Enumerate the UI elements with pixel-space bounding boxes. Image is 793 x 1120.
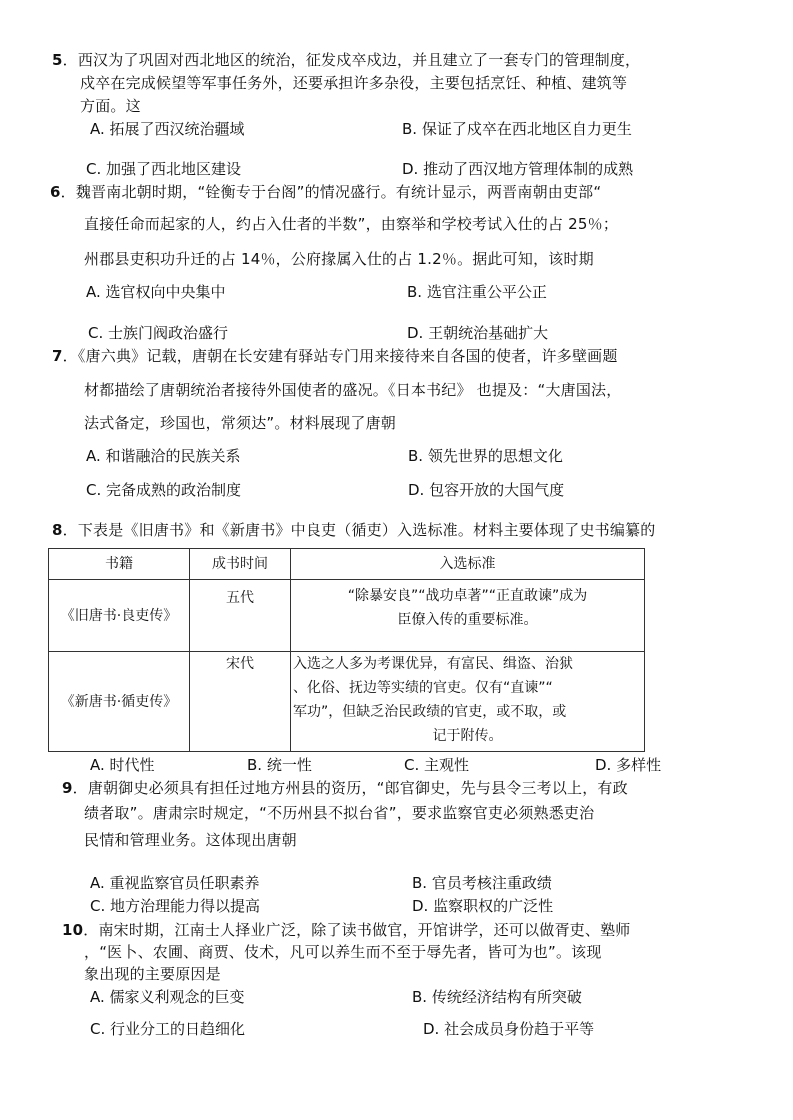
question-7-line-3: 法式备定，珍国也，常须达”。材料展现了唐朝 [84,414,396,432]
question-7-option-d[interactable]: D. 包容开放的大国气度 [408,481,565,499]
selection-criteria-table [48,548,645,752]
question-10-line-1: 10．南宋时期，江南士人择业广泛，除了读书做官，开馆讲学，还可以做胥吏、塾师 [62,921,631,939]
table-header-book: 书籍 [49,549,190,580]
table-header-criteria: 入选标准 [291,549,645,580]
question-8-option-c[interactable]: C. 主观性 [404,756,470,774]
table-cell-book: 《新唐书·循吏传》 [49,652,190,752]
question-6-option-c[interactable]: C. 士族门阀政治盛行 [88,324,229,342]
question-6-option-b[interactable]: B. 选官注重公平公正 [407,283,547,301]
question-9-option-b[interactable]: B. 官员考核注重政绩 [412,874,552,892]
table-cell-time: 宋代 [190,652,291,752]
question-9-line-1: 9．唐朝御史必须具有担任过地方州县的资历，“郎官御史，先与县令三考以上，有政 [62,779,628,797]
table-cell-criteria: “除暴安良”“战功卓著”“正直敢谏”成为 臣僚入传的重要标准。 [291,580,645,652]
question-7-option-c[interactable]: C. 完备成熟的政治制度 [86,481,242,499]
table-cell-time: 五代 [190,580,291,652]
table-row [49,580,645,652]
table-header-row [49,549,645,580]
question-8-option-b[interactable]: B. 统一性 [247,756,312,774]
question-10-option-d[interactable]: D. 社会成员身份趋于平等 [423,1020,595,1038]
question-8-number: 8 [52,521,63,539]
question-6-line-3: 州郡县吏积功升迁的占 14％，公府掾属入仕的占 1.2％。据此可知，该时期 [84,250,594,268]
question-9-option-c[interactable]: C. 地方治理能力得以提高 [90,897,261,915]
table-cell-book: 《旧唐书·良吏传》 [49,580,190,652]
question-7-line-1: 7．《唐六典》记载，唐朝在长安建有驿站专门用来接待来自各国的使者，许多壁画题 [52,347,618,365]
question-7-line-2: 材都描绘了唐朝统治者接待外国使者的盛况。《日本书纪》 也提及：“大唐国法， [84,381,622,399]
question-10-option-b[interactable]: B. 传统经济结构有所突破 [412,988,582,1006]
question-9-line-3: 民情和管理业务。这体现出唐朝 [84,831,297,849]
question-5-option-b[interactable]: B. 保证了戍卒在西北地区自力更生 [402,120,632,138]
question-9-option-d[interactable]: D. 监察职权的广泛性 [412,897,554,915]
question-7-number: 7 [52,347,63,365]
question-9-option-a[interactable]: A. 重视监察官员任职素养 [90,874,260,892]
question-7-option-b[interactable]: B. 领先世界的思想文化 [408,447,563,465]
question-5-line-1: 5．西汉为了巩固对西北地区的统治，征发戍卒戍边，并且建立了一套专门的管理制度， [52,51,641,69]
table-row [49,652,645,752]
question-6-option-d[interactable]: D. 王朝统治基础扩大 [407,324,549,342]
question-6-line-2: 直接任命而起家的人，约占入仕者的半数”，由察举和学校考试入仕的占 25％； [84,215,619,233]
question-5-option-c[interactable]: C. 加强了西北地区建设 [86,160,242,178]
question-6-option-a[interactable]: A. 选官权向中央集中 [86,283,226,301]
question-8-option-d[interactable]: D. 多样性 [595,756,662,774]
question-5-option-a[interactable]: A. 拓展了西汉统治疆域 [90,120,245,138]
table-cell-criteria: 入选之人多为考课优异，有富民、缉盗、治狱 、化俗、抚边等实绩的官吏。仅有“直谏”“ 军功”，但缺乏治民政绩的官吏，或不取，或 记于附传。 [291,652,645,752]
question-10-option-a[interactable]: A. 儒家义利观念的巨变 [90,988,245,1006]
question-9-line-2: 绩者取”。唐肃宗时规定，“不历州县不拟台省”，要求监察官吏必须熟悉吏治 [84,804,595,822]
question-6-number: 6 [50,183,61,201]
question-5-number: 5 [52,51,63,69]
question-10-number: 10 [62,921,84,939]
question-8-line-1: 8．下表是《旧唐书》和《新唐书》中良吏（循吏）入选标准。材料主要体现了史书编纂的 [52,521,656,539]
question-10-line-2: ，“医卜、农圃、商贾、伎术，凡可以养生而不至于辱先者，皆可为也”。该现 [84,943,602,961]
question-5-line-3: 方面。这 [80,97,141,115]
question-6-line-1: 6．魏晋南北朝时期，“铨衡专于台阁”的情况盛行。有统计显示，两晋南朝由吏部“ [50,183,602,201]
question-7-option-a[interactable]: A. 和谐融洽的民族关系 [86,447,241,465]
question-9-number: 9 [62,779,73,797]
question-5-line-2: 戍卒在完成候望等军事任务外，还要承担许多杂役，主要包括烹饪、种植、建筑等 [80,74,628,92]
question-10-line-3: 象出现的主要原因是 [84,965,221,983]
question-8-option-a[interactable]: A. 时代性 [90,756,155,774]
table-header-time: 成书时间 [190,549,291,580]
question-5-option-d[interactable]: D. 推动了西汉地方管理体制的成熟 [402,160,634,178]
question-10-option-c[interactable]: C. 行业分工的日趋细化 [90,1020,246,1038]
